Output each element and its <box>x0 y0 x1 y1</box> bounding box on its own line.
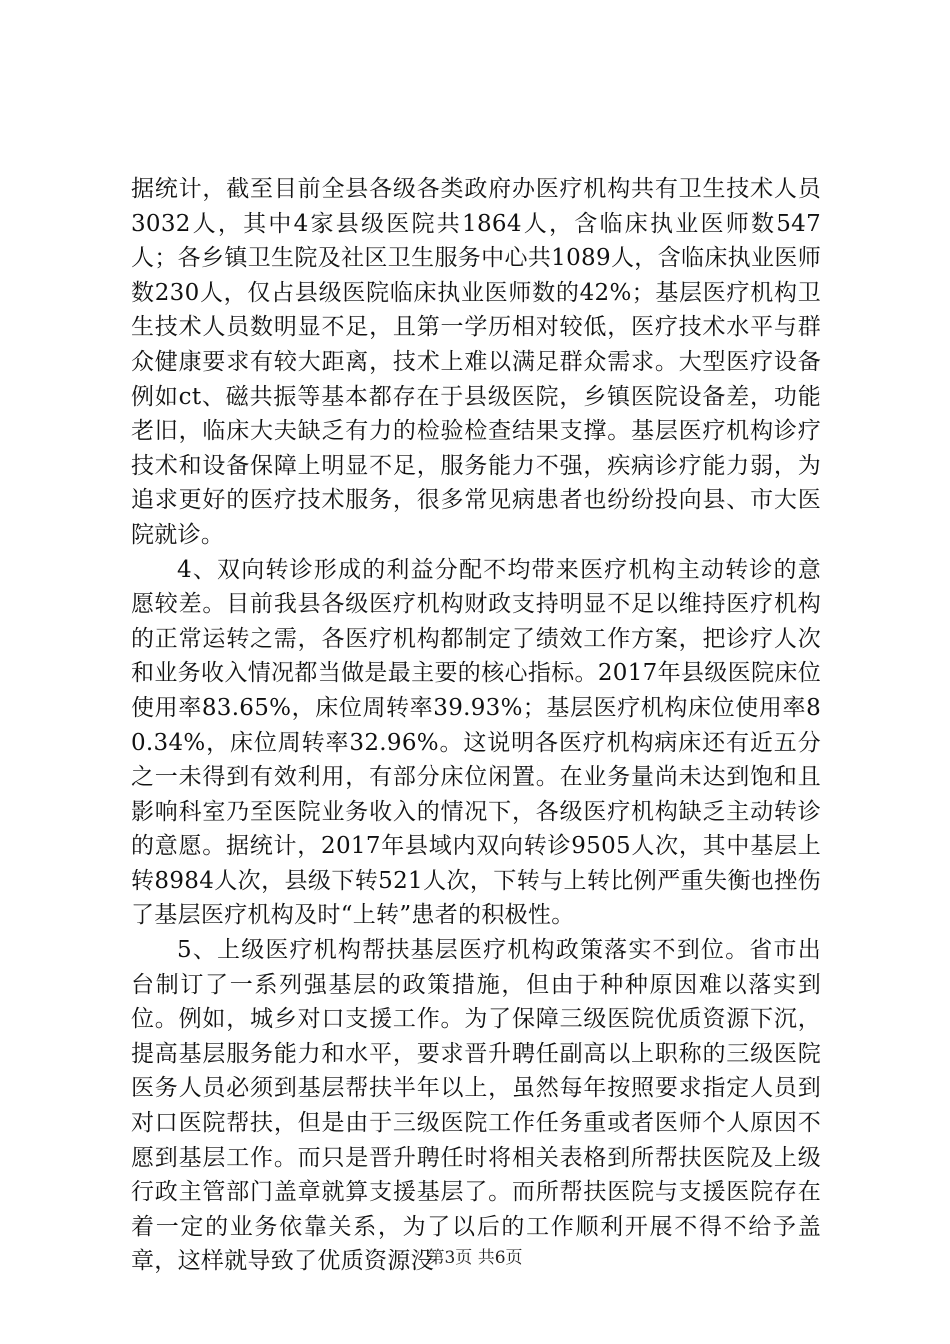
document-body <box>131 172 821 1279</box>
paragraph-support-policy: 5、上级医疗机构帮扶基层医疗机构政策落实不到位。省市出台制订了一系列强基层的政策措施，但由于种种原因难以落实到位。例如，城乡对口支援工作。为了保障三级医院优质资源下沉，提高基层服务能力和水平，要求晋升聘任副高以上职称的三级医院医务人员必须到基层帮扶半年以上，虽然每年按照要求指定人员到对口医院帮扶，但是由于三级医院工作任务重或者医师个人原因不愿到基层工作。而只是晋升聘任时将相关表格到所帮扶医院及上级行政主管部门盖章就算支援基层了。而所帮扶医院与支援医院存在着一定的业务依靠关系，为了以后的工作顺利开展不得不给予盖章，这样就导致了优质资源没 <box>131 937 821 1275</box>
paragraph-statistics: 据统计，截至目前全县各级各类政府办医疗机构共有卫生技术人员3032人，其中4家县级医院共1864人，含临床执业医师数547人；各乡镇卫生院及社区卫生服务中心共1089人，含临床执业医师数230人，仅占县级医院临床执业医师数的42%；基层医疗机构卫生技术人员数明显不足，且第一学历相对较低，医疗技术水平与群众健康要求有较大距离，技术上难以满足群众需求。大型医疗设备例如ct、磁共振等基本都存在于县级医院，乡镇医院设备差，功能老旧，临床大夫缺乏有力的检验检查结果支撑。基层医疗机构诊疗技术和设备保障上明显不足，服务能力不强，疾病诊疗能力弱，为追求更好的医疗技术服务，很多常见病患者也纷纷投向县、市大医院就诊。 <box>131 176 821 548</box>
page-number-footer: 第3页 共6页 <box>427 1248 523 1268</box>
paragraph-referral-interest: 4、双向转诊形成的利益分配不均带来医疗机构主动转诊的意愿较差。目前我县各级医疗机构财政支持明显不足以维持医疗机构的正常运转之需，各医疗机构都制定了绩效工作方案，把诊疗人次和业务收入情况都当做是最主要的核心指标。2017年县级医院床位使用率83.65%，床位周转率39.93%；基层医疗机构床位使用率80.34%，床位周转率32.96%。这说明各医疗机构病床还有近五分之一未得到有效利用，有部分床位闲置。在业务量尚未达到饱和且影响科室乃至医院业务收入的情况下，各级医疗机构缺乏主动转诊的意愿。据统计，2017年县域内双向转诊9505人次，其中基层上转8984人次，县级下转521人次，下转与上转比例严重失衡也挫伤了基层医疗机构及时“上转”患者的积极性。 <box>131 556 821 929</box>
